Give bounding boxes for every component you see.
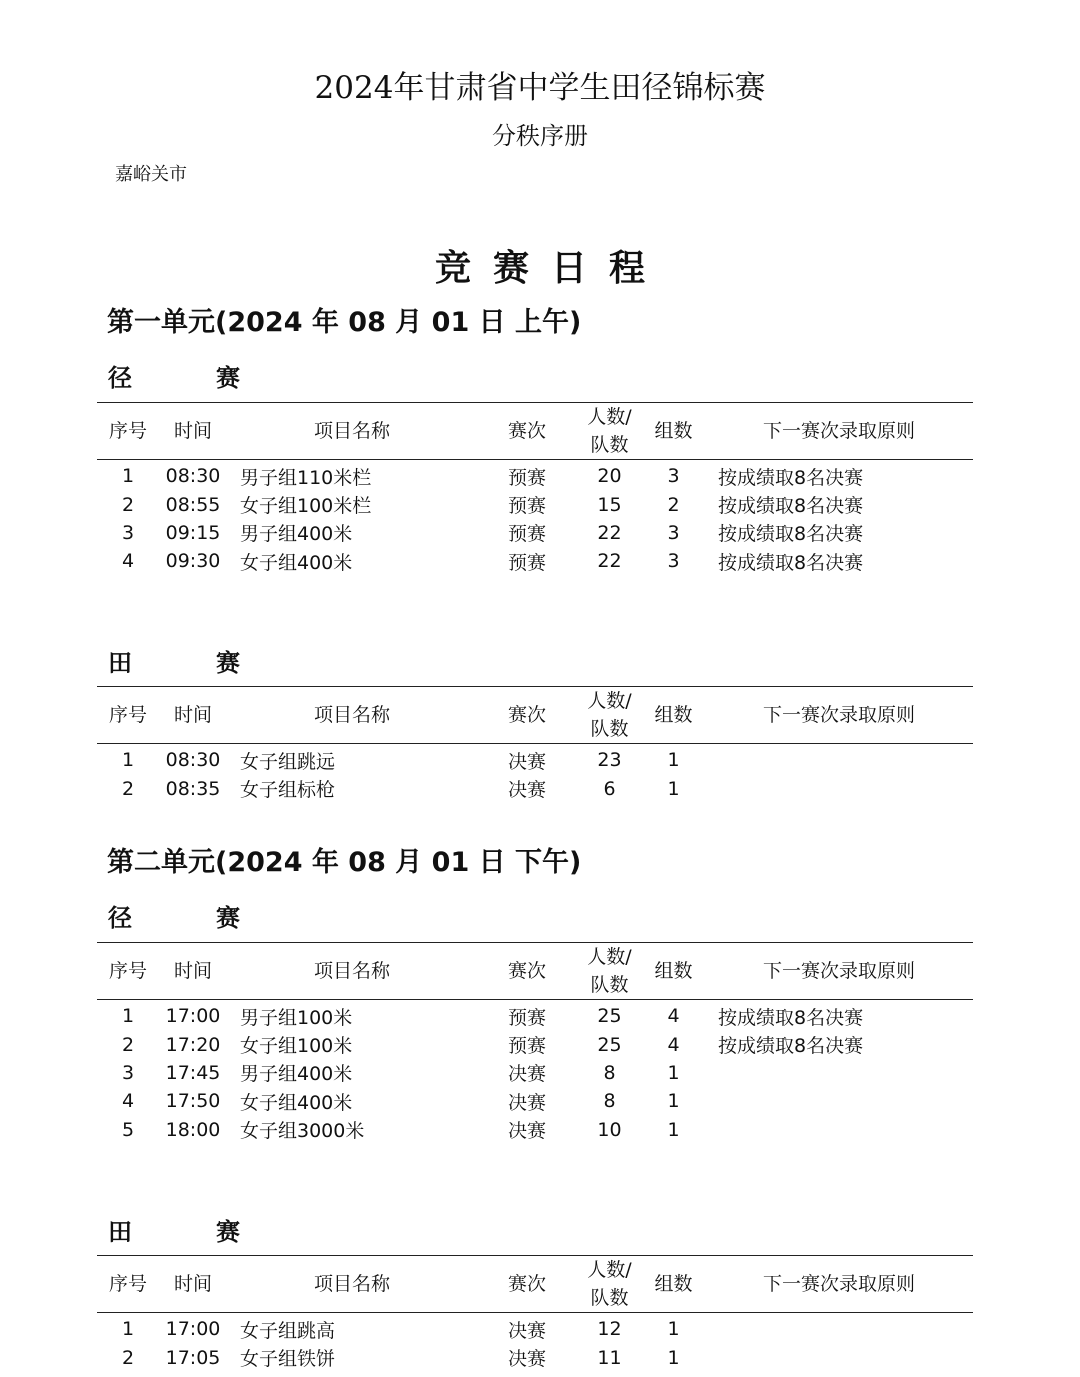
table-cell: 08:30	[165, 749, 221, 772]
table-cell: 8	[603, 1090, 616, 1113]
table-cell: 1	[667, 1090, 680, 1113]
column-header-text: 人数/	[587, 946, 632, 968]
column-header	[227, 687, 477, 744]
table-cell: 4	[667, 1033, 680, 1056]
column-header	[477, 687, 577, 744]
table-cell: 决赛	[507, 1091, 546, 1114]
table-cell: 预赛	[507, 1035, 546, 1058]
table-cell: 18:00	[165, 1118, 221, 1141]
column-header-text: 组数	[654, 1273, 693, 1295]
table-cell: 20	[597, 465, 622, 488]
table-cell: 女子组3000米	[240, 1120, 365, 1143]
table-cell: 女子组跳远	[240, 750, 336, 773]
table-row	[97, 744, 973, 775]
table-cell: 09:30	[165, 550, 221, 573]
table-cell: 预赛	[507, 551, 546, 574]
table-cell: 15	[597, 493, 622, 516]
table-cell: 2	[121, 493, 135, 516]
column-header-text: 序号	[108, 1273, 147, 1295]
table-header-row	[97, 403, 973, 460]
table-cell: 2	[121, 777, 135, 800]
column-header	[705, 1256, 973, 1313]
column-header-text: 赛次	[507, 704, 546, 726]
column-header-text: 时间	[173, 960, 212, 982]
column-header-text: 队数	[590, 718, 629, 740]
table-cell: 2	[121, 1346, 135, 1369]
table-cell: 12	[597, 1318, 622, 1341]
table-cell: 男子组400米	[240, 1063, 353, 1086]
table-cell: 女子组400米	[240, 1091, 353, 1114]
column-header-text: 赛次	[507, 960, 546, 982]
document-subtitle: 分秩序册	[492, 122, 588, 150]
table-cell: 1	[667, 1346, 680, 1369]
column-header	[577, 403, 642, 460]
column-header	[97, 687, 159, 744]
table-cell: 按成绩取8名决赛	[718, 1006, 864, 1029]
table-cell: 10	[597, 1118, 622, 1141]
column-header-text: 时间	[173, 1273, 212, 1295]
column-header	[159, 687, 227, 744]
table-cell: 08:30	[165, 465, 221, 488]
table-cell: 17:00	[165, 1005, 221, 1028]
column-header-text: 项目名称	[313, 960, 390, 982]
column-header-text: 下一赛次录取原则	[762, 1273, 915, 1295]
table-cell: 预赛	[507, 466, 546, 489]
column-header	[227, 1256, 477, 1313]
table-cell: 22	[597, 521, 622, 544]
city-label: 嘉峪关市	[115, 164, 187, 185]
table-cell: 4	[121, 550, 135, 573]
table-cell: 5	[121, 1118, 135, 1141]
table-row	[97, 1059, 973, 1087]
column-header	[477, 1256, 577, 1313]
table-cell: 决赛	[507, 1120, 546, 1143]
table-cell: 17:45	[165, 1061, 221, 1084]
column-header-text: 人数/	[587, 406, 632, 428]
table-cell: 决赛	[507, 750, 546, 773]
table-row	[97, 1116, 973, 1144]
column-header-text: 赛次	[507, 420, 546, 442]
table-cell: 1	[667, 1318, 680, 1341]
table-cell: 2	[667, 493, 680, 516]
table-header-row	[97, 1256, 973, 1313]
unit2-heading: 第二单元(2024 年 08 月 01 日 下午)	[107, 847, 582, 878]
column-header	[159, 1256, 227, 1313]
table-cell: 25	[597, 1005, 622, 1028]
table-cell: 23	[597, 749, 622, 772]
unit2-track-table	[97, 942, 973, 1144]
table-cell: 按成绩取8名决赛	[718, 551, 864, 574]
column-header-text: 项目名称	[313, 1273, 390, 1295]
column-header	[705, 403, 973, 460]
table-row	[97, 1030, 973, 1058]
table-cell	[705, 1313, 973, 1344]
table-cell: 3	[121, 521, 135, 544]
table-cell: 按成绩取8名决赛	[718, 1035, 864, 1058]
table-cell: 1	[121, 1318, 135, 1341]
table-cell: 男子组110米栏	[240, 466, 372, 489]
table-cell: 22	[597, 550, 622, 573]
table-row	[97, 774, 973, 802]
table-cell	[705, 1087, 973, 1115]
column-header	[642, 403, 705, 460]
table-cell: 1	[667, 1118, 680, 1141]
table-cell: 11	[597, 1346, 622, 1369]
table-cell: 1	[667, 749, 680, 772]
column-header-text: 人数/	[587, 690, 632, 712]
table-row	[97, 460, 973, 491]
column-header	[97, 403, 159, 460]
table-header-row	[97, 943, 973, 1000]
unit1-field-table	[97, 686, 973, 803]
table-cell	[705, 1059, 973, 1087]
document-title: 2024年甘肃省中学生田径锦标赛	[314, 70, 766, 106]
table-cell: 男子组400米	[240, 523, 353, 546]
table-cell: 1	[121, 749, 135, 772]
table-cell: 08:55	[165, 493, 221, 516]
table-cell: 17:50	[165, 1090, 221, 1113]
column-header	[577, 943, 642, 1000]
column-header-text: 人数/	[587, 1259, 632, 1281]
table-cell: 3	[667, 521, 680, 544]
table-cell: 决赛	[507, 1348, 546, 1371]
table-row	[97, 1313, 973, 1344]
column-header	[97, 943, 159, 1000]
table-cell: 8	[603, 1061, 616, 1084]
table-cell: 1	[121, 465, 135, 488]
column-header-text: 队数	[590, 974, 629, 996]
table-cell	[705, 744, 973, 775]
table-cell: 3	[667, 550, 680, 573]
column-header	[642, 1256, 705, 1313]
column-header-text: 队数	[590, 434, 629, 456]
table-cell: 女子组铁饼	[240, 1348, 336, 1371]
table-row	[97, 1343, 973, 1371]
table-cell: 2	[121, 1033, 135, 1056]
column-header-text: 下一赛次录取原则	[762, 960, 915, 982]
column-header-text: 序号	[108, 420, 147, 442]
table-cell: 按成绩取8名决赛	[718, 495, 864, 518]
column-header	[477, 943, 577, 1000]
column-header	[477, 403, 577, 460]
column-header-text: 项目名称	[313, 420, 390, 442]
column-header	[227, 943, 477, 1000]
column-header	[577, 1256, 642, 1313]
column-header-text: 序号	[108, 960, 147, 982]
schedule-title: 竞赛日程	[434, 248, 667, 289]
column-header	[577, 687, 642, 744]
column-header	[227, 403, 477, 460]
table-row	[97, 490, 973, 518]
column-header-text: 时间	[173, 420, 212, 442]
table-cell: 4	[121, 1090, 135, 1113]
table-cell: 女子组100米	[240, 1035, 353, 1058]
column-header	[159, 943, 227, 1000]
unit2-field-label: 田 赛	[108, 1218, 270, 1246]
table-cell: 决赛	[507, 1319, 546, 1342]
column-header-text: 序号	[108, 704, 147, 726]
column-header-text: 项目名称	[313, 704, 390, 726]
table-cell: 预赛	[507, 1006, 546, 1029]
column-header-text: 组数	[654, 960, 693, 982]
column-header	[159, 403, 227, 460]
column-header	[97, 1256, 159, 1313]
unit2-track-label: 径 赛	[108, 904, 270, 932]
table-cell: 女子组标枪	[240, 779, 336, 802]
column-header-text: 组数	[654, 420, 693, 442]
table-cell: 17:20	[165, 1033, 221, 1056]
table-cell: 按成绩取8名决赛	[718, 523, 864, 546]
column-header	[705, 687, 973, 744]
table-cell: 09:15	[165, 521, 221, 544]
column-header-text: 组数	[654, 704, 693, 726]
table-cell: 1	[667, 1061, 680, 1084]
table-row	[97, 1000, 973, 1031]
table-cell: 女子组100米栏	[240, 495, 372, 518]
table-cell: 4	[667, 1005, 680, 1028]
column-header-text: 赛次	[507, 1273, 546, 1295]
table-row	[97, 547, 973, 575]
table-cell: 男子组100米	[240, 1006, 353, 1029]
table-cell: 25	[597, 1033, 622, 1056]
table-cell: 女子组400米	[240, 551, 353, 574]
table-cell	[705, 1343, 973, 1371]
table-cell: 3	[121, 1061, 135, 1084]
unit2-field-table	[97, 1255, 973, 1372]
table-cell: 预赛	[507, 523, 546, 546]
table-cell: 17:00	[165, 1318, 221, 1341]
table-cell: 1	[121, 1005, 135, 1028]
column-header	[705, 943, 973, 1000]
table-cell: 女子组跳高	[240, 1319, 336, 1342]
column-header	[642, 687, 705, 744]
column-header-text: 时间	[173, 704, 212, 726]
table-cell: 预赛	[507, 495, 546, 518]
table-cell: 按成绩取8名决赛	[718, 466, 864, 489]
table-cell: 6	[603, 777, 616, 800]
table-row	[97, 519, 973, 547]
table-cell: 1	[667, 777, 680, 800]
column-header-text: 队数	[590, 1287, 629, 1309]
table-cell: 17:05	[165, 1346, 221, 1369]
table-cell	[705, 774, 973, 802]
table-cell	[705, 1116, 973, 1144]
unit1-field-label: 田 赛	[108, 649, 270, 677]
table-cell: 决赛	[507, 1063, 546, 1086]
column-header	[642, 943, 705, 1000]
table-cell: 决赛	[507, 779, 546, 802]
column-header-text: 下一赛次录取原则	[762, 420, 915, 442]
unit1-heading: 第一单元(2024 年 08 月 01 日 上午)	[107, 307, 582, 338]
column-header-text: 下一赛次录取原则	[762, 704, 915, 726]
table-row	[97, 1087, 973, 1115]
unit1-track-table	[97, 402, 973, 576]
unit1-track-label: 径 赛	[108, 364, 270, 392]
table-header-row	[97, 687, 973, 744]
table-cell: 3	[667, 465, 680, 488]
table-cell: 08:35	[165, 777, 221, 800]
